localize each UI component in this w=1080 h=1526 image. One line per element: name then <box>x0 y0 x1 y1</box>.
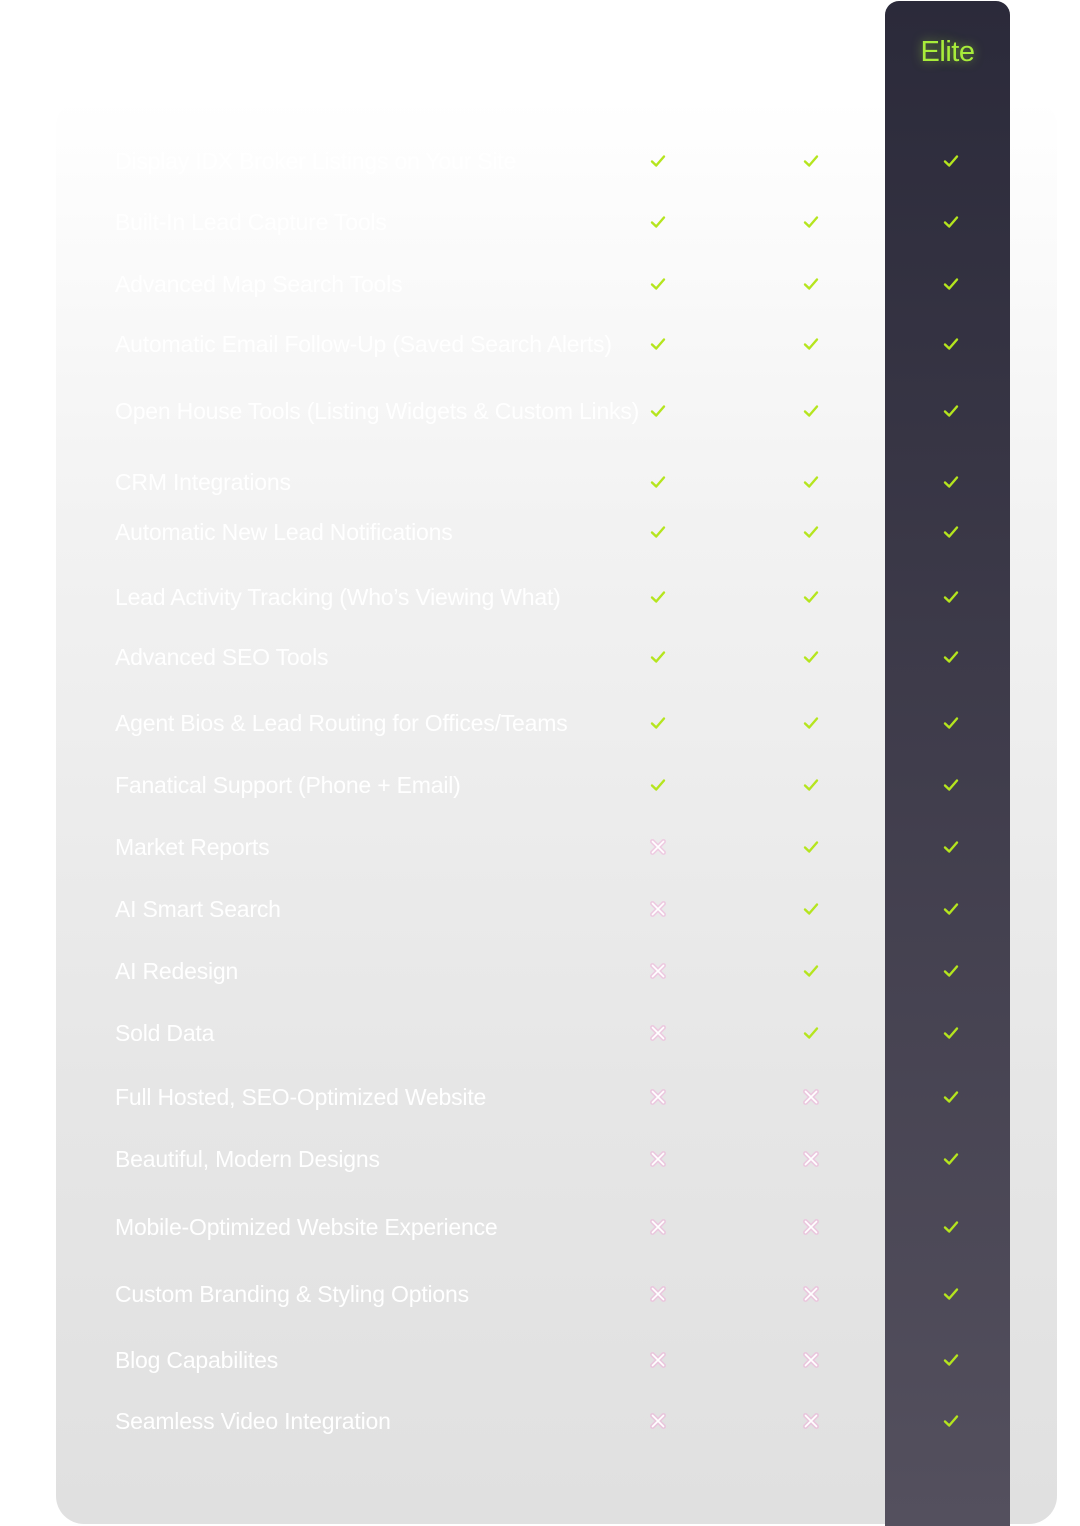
check-icon <box>648 647 668 667</box>
cross-icon <box>648 1350 668 1370</box>
check-icon <box>801 647 821 667</box>
check-icon <box>801 587 821 607</box>
check-icon <box>941 334 961 354</box>
check-icon <box>941 151 961 171</box>
check-icon <box>801 472 821 492</box>
feature-label: Advanced Map Search Tools <box>115 271 403 297</box>
check-icon <box>941 1217 961 1237</box>
check-icon <box>941 713 961 733</box>
feature-label: Custom Branding & Styling Options <box>115 1281 469 1307</box>
feature-label: Blog Capabilites <box>115 1347 279 1373</box>
check-icon <box>941 899 961 919</box>
check-icon <box>941 401 961 421</box>
check-icon <box>648 522 668 542</box>
feature-label: Display IDX Broker Listings on Your Site <box>115 148 517 174</box>
check-icon <box>941 274 961 294</box>
feature-label: AI Smart Search <box>115 896 281 922</box>
feature-label: CRM Integrations <box>115 469 291 495</box>
check-icon <box>941 212 961 232</box>
feature-label: Automatic Email Follow-Up (Saved Search Alerts) <box>115 331 612 357</box>
feature-label: AI Redesign <box>115 958 239 984</box>
cross-icon <box>648 1087 668 1107</box>
check-icon <box>801 334 821 354</box>
feature-label: Fanatical Support (Phone + Email) <box>115 772 461 798</box>
feature-label: Lead Activity Tracking (Who’s Viewing What) <box>115 584 561 610</box>
cross-icon <box>801 1284 821 1304</box>
check-icon <box>801 899 821 919</box>
cross-icon <box>648 1284 668 1304</box>
check-icon <box>801 961 821 981</box>
check-icon <box>941 1350 961 1370</box>
check-icon <box>941 837 961 857</box>
check-icon <box>801 522 821 542</box>
cross-icon <box>648 1217 668 1237</box>
check-icon <box>648 212 668 232</box>
feature-label: Advanced SEO Tools <box>115 644 329 670</box>
check-icon <box>941 1284 961 1304</box>
check-icon <box>648 472 668 492</box>
cross-icon <box>648 961 668 981</box>
check-icon <box>648 587 668 607</box>
feature-label: Sold Data <box>115 1020 215 1046</box>
check-icon <box>801 212 821 232</box>
check-icon <box>941 522 961 542</box>
feature-label: Market Reports <box>115 834 270 860</box>
cross-icon <box>648 1411 668 1431</box>
cross-icon <box>648 1023 668 1043</box>
cross-icon <box>648 837 668 857</box>
check-icon <box>941 775 961 795</box>
check-icon <box>801 837 821 857</box>
feature-label: Agent Bios & Lead Routing for Offices/Teams <box>115 710 568 736</box>
check-icon <box>941 1087 961 1107</box>
elite-plan-title: Elite <box>920 36 975 68</box>
cross-icon <box>648 1149 668 1169</box>
check-icon <box>801 151 821 171</box>
check-icon <box>941 472 961 492</box>
cross-icon <box>801 1350 821 1370</box>
check-icon <box>941 1411 961 1431</box>
check-icon <box>801 274 821 294</box>
check-icon <box>648 274 668 294</box>
check-icon <box>801 1023 821 1043</box>
check-icon <box>801 713 821 733</box>
cross-icon <box>801 1087 821 1107</box>
check-icon <box>941 1149 961 1169</box>
check-icon <box>648 401 668 421</box>
feature-label: Automatic New Lead Notifications <box>115 519 453 545</box>
cross-icon <box>801 1149 821 1169</box>
check-icon <box>801 775 821 795</box>
check-icon <box>648 151 668 171</box>
cross-icon <box>801 1217 821 1237</box>
feature-label: Built-In Lead Capture Tools <box>115 209 387 235</box>
feature-label: Open House Tools (Listing Widgets & Custom Links) <box>115 398 640 424</box>
feature-label: Beautiful, Modern Designs <box>115 1146 380 1172</box>
check-icon <box>941 961 961 981</box>
check-icon <box>801 401 821 421</box>
check-icon <box>648 775 668 795</box>
feature-label: Seamless Video Integration <box>115 1408 391 1434</box>
check-icon <box>648 713 668 733</box>
cross-icon <box>801 1411 821 1431</box>
check-icon <box>648 334 668 354</box>
check-icon <box>941 587 961 607</box>
cross-icon <box>648 899 668 919</box>
feature-label: Mobile-Optimized Website Experience <box>115 1214 498 1240</box>
feature-label: Full Hosted, SEO-Optimized Website <box>115 1084 487 1110</box>
check-icon <box>941 1023 961 1043</box>
check-icon <box>941 647 961 667</box>
